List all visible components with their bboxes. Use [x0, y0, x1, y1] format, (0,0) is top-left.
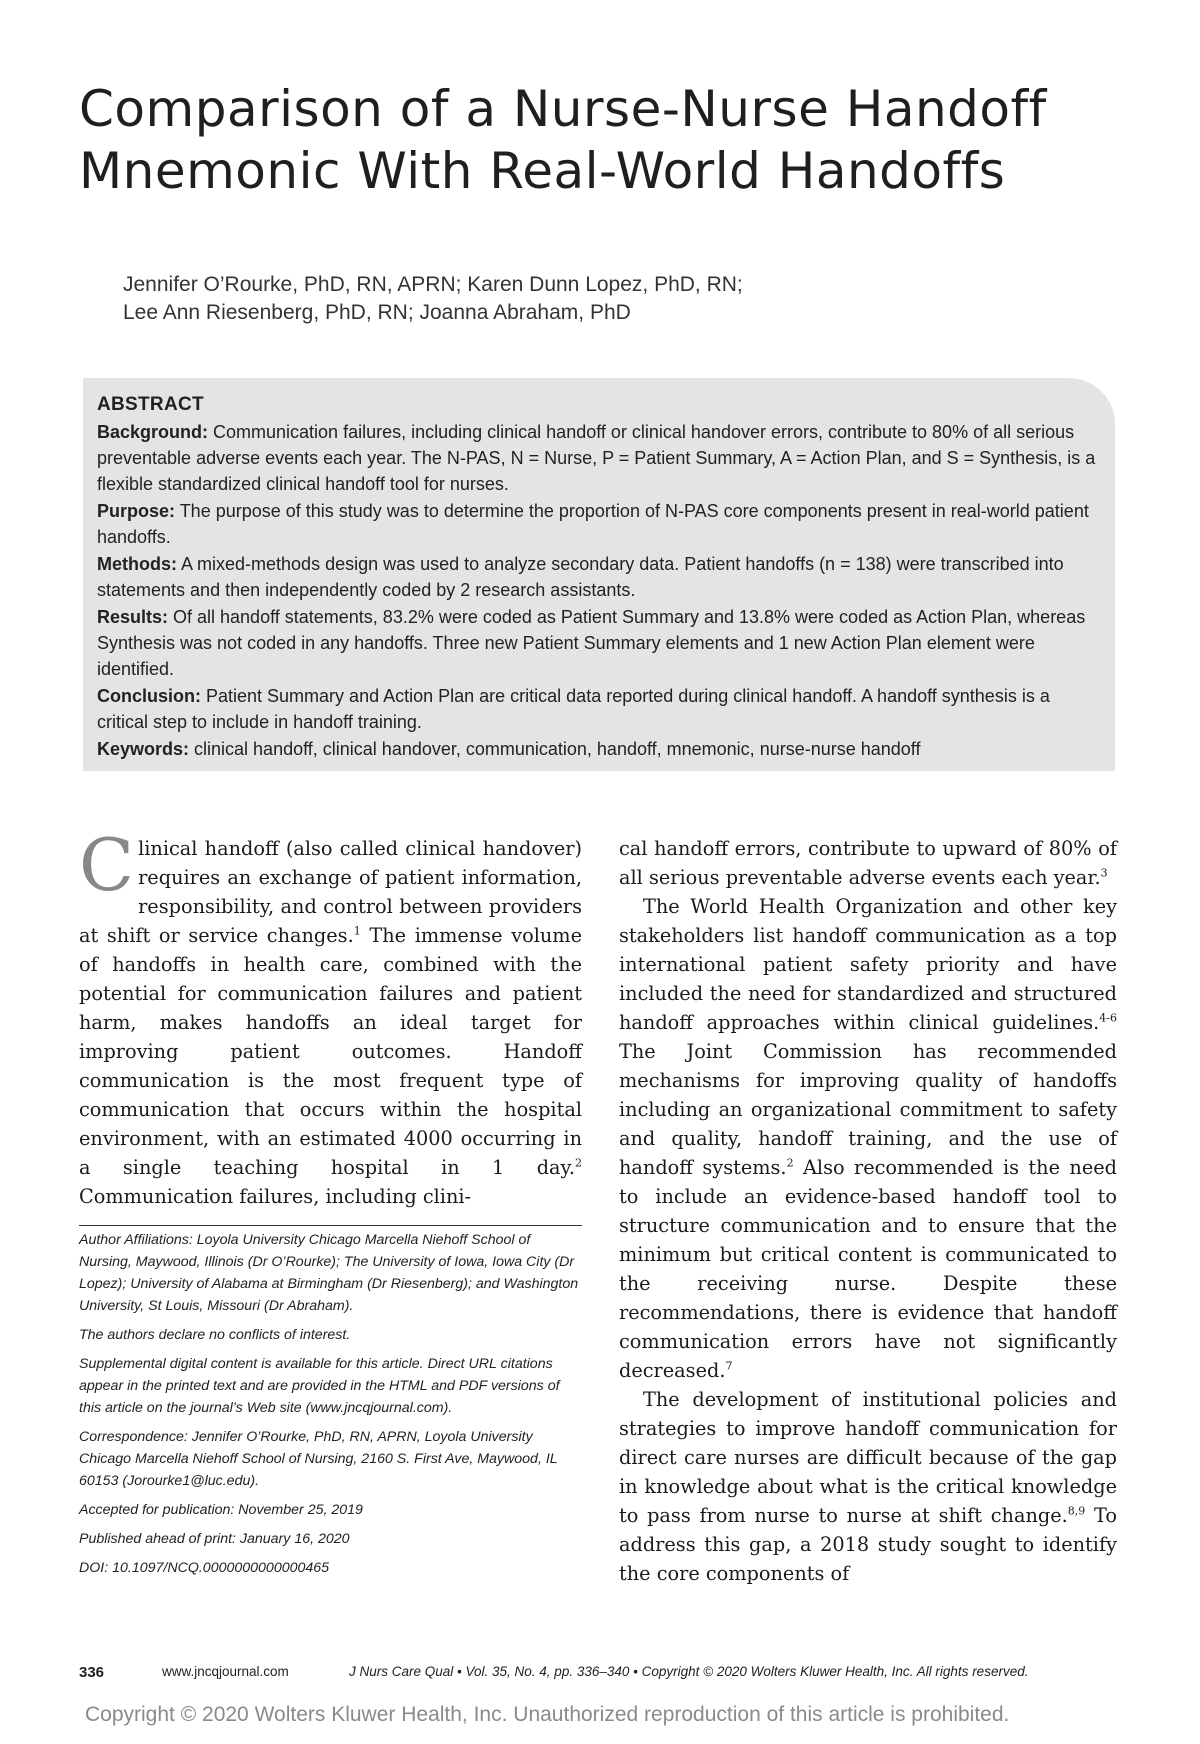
abstract-text: Patient Summary and Action Plan are critical data reported during clinical handoff. A handoff synthesis is a critical step to include in handoff training.: [97, 686, 1050, 732]
body-paragraph: [619, 834, 1117, 892]
body-text-run: Also recommended is the need to include an evidence-based handoff tool to structure communication and to ensure that the minimum but critical content is communicated to the receiving nurse. Despite these recommendations, there is evidence that handoff communication errors have not significantly decreased.: [619, 1156, 1118, 1382]
footnote-divider: [79, 1225, 582, 1226]
accepted-date: Accepted for publication: November 25, 2019: [79, 1502, 363, 1518]
abstract-text: Of all handoff statements, 83.2% were coded as Patient Summary and 13.8% were coded as Action Plan, whereas Synthesis was not coded in any handoffs. Three new Patient Summary elements and 1 new Action Plan element were identified.: [97, 607, 1086, 679]
page-number: 336: [79, 1664, 105, 1681]
body-column-left: [79, 823, 582, 1211]
abstract-keywords: [97, 736, 1101, 762]
supplemental-note: Supplemental digital content is available for this article. Direct URL citations appear in the printed text and are provided in the HTML and PDF versions of this article on the journal’s Web site (www.jncqjournal.com).: [79, 1356, 560, 1416]
body-text-run: The development of institutional policies and strategies to improve handoff communication for direct care nurses are difficult because of the gap in knowledge about what is the critical knowledge to pass from nurse to nurse at shift change.: [619, 1388, 1117, 1527]
citation-ref: 1: [353, 924, 361, 938]
body-text-run: Communication failures, including clini-: [79, 1185, 472, 1208]
journal-website: www.jncqjournal.com: [162, 1664, 289, 1679]
citation-ref: 2: [575, 1156, 582, 1170]
abstract-label: Conclusion:: [97, 686, 201, 706]
conflict-statement: The authors declare no conflicts of interest.: [79, 1327, 351, 1343]
drop-cap: C: [79, 823, 135, 907]
citation-ref: 2: [786, 1156, 794, 1170]
copyright-notice: Copyright © 2020 Wolters Kluwer Health, Inc. Unauthorized reproduction of this article is prohibited.: [85, 1703, 1010, 1726]
body-text-run: To address this gap, a 2018 study sought to identify the core components of: [619, 1504, 1117, 1585]
abstract-label: Results:: [97, 607, 169, 627]
published-date: Published ahead of print: January 16, 2020: [79, 1531, 350, 1547]
abstract-conclusion: [97, 683, 1101, 735]
body-column-right: [619, 834, 1117, 1588]
abstract-label: Background:: [97, 422, 209, 442]
abstract-purpose: [97, 498, 1101, 550]
abstract-background: [97, 419, 1101, 497]
abstract-results: [97, 604, 1101, 682]
author-line-2: Lee Ann Riesenberg, PhD, RN; Joanna Abraham, PhD: [123, 301, 631, 324]
body-paragraph: [79, 823, 582, 1211]
citation-ref: 4-6: [1099, 1011, 1117, 1025]
citation-ref: 7: [725, 1359, 733, 1373]
journal-citation: J Nurs Care Qual • Vol. 35, No. 4, pp. 336–340 • Copyright © 2020 Wolters Kluwer Health, Inc. All rights reserved.: [349, 1664, 1029, 1679]
citation-ref: 3: [1100, 866, 1108, 880]
abstract-label: Purpose:: [97, 501, 176, 521]
abstract-text: The purpose of this study was to determine the proportion of N-PAS core components present in real-world patient handoffs.: [97, 501, 1089, 547]
correspondence-note: Correspondence: Jennifer O’Rourke, PhD, RN, APRN, Loyola University Chicago Marcella Niehoff School of Nursing, 2160 S. First Ave, Maywood, IL 60153 (Jorourke1@luc.edu).: [79, 1429, 558, 1489]
author-affiliations: Author Affiliations: Loyola University Chicago Marcella Niehoff School of Nursing, Maywood, Illinois (Dr O’Rourke); The University of Iowa, Iowa City (Dr Lopez); University of Alabama at Birmingham (Dr Riesenberg); and Washington University, St Louis, Missouri (Dr Abraham).: [79, 1232, 579, 1314]
body-text-run: The immense volume of handoffs in health care, combined with the potential for communication failures and patient harm, makes handoffs an ideal target for improving patient outcomes. Handoff communication is the most frequent type of communication that occurs within the hospital environment, with an estimated 4000 occurring in a single teaching hospital in 1 day.: [79, 924, 582, 1179]
body-text-run: The Joint Commission has recommended mechanisms for improving quality of handoffs including an organizational commitment to safety and quality, handoff training, and the use of handoff systems.: [619, 1040, 1117, 1179]
author-list: [123, 271, 1123, 327]
footnotes: [79, 1229, 582, 1586]
author-line-1: Jennifer O’Rourke, PhD, RN, APRN; Karen Dunn Lopez, PhD, RN;: [123, 273, 743, 296]
body-text-run: cal handoff errors, contribute to upward of 80% of all serious preventable adverse events each year.: [619, 837, 1117, 889]
abstract-text: A mixed-methods design was used to analyze secondary data. Patient handoffs (n = 138) were transcribed into statements and then independently coded by 2 research assistants.: [97, 554, 1064, 600]
citation-ref: 8,9: [1067, 1504, 1086, 1518]
page-footer: [79, 1664, 1119, 1686]
abstract-text: Communication failures, including clinical handoff or clinical handover errors, contribute to 80% of all serious preventable adverse events each year. The N-PAS, N = Nurse, P = Patient Summary, A = Action Plan, and S = Synthesis, is a flexible standardized clinical handoff tool for nurses.: [97, 422, 1096, 494]
doi: DOI: 10.1097/NCQ.0000000000000465: [79, 1560, 330, 1576]
abstract-methods: [97, 551, 1101, 603]
abstract-label: Methods:: [97, 554, 177, 574]
body-text-run: linical handoff (also called clinical handover) requires an exchange of patient information, responsibility, and control between providers at shift or service changes.: [79, 837, 582, 947]
abstract-label: Keywords:: [97, 739, 190, 759]
body-paragraph: [619, 892, 1117, 1385]
abstract-box: [83, 378, 1115, 771]
article-title: Comparison of a Nurse-Nurse Handoff Mnemonic With Real-World Handoffs: [79, 80, 1047, 200]
body-paragraph: [619, 1385, 1117, 1588]
abstract-text: clinical handoff, clinical handover, communication, handoff, mnemonic, nurse-nurse handoff: [189, 739, 921, 759]
body-text-run: The World Health Organization and other key stakeholders list handoff communication as a top international patient safety priority and have included the need for standardized and structured handoff approaches within clinical guidelines.: [619, 895, 1117, 1034]
abstract-heading: ABSTRACT: [97, 394, 204, 415]
